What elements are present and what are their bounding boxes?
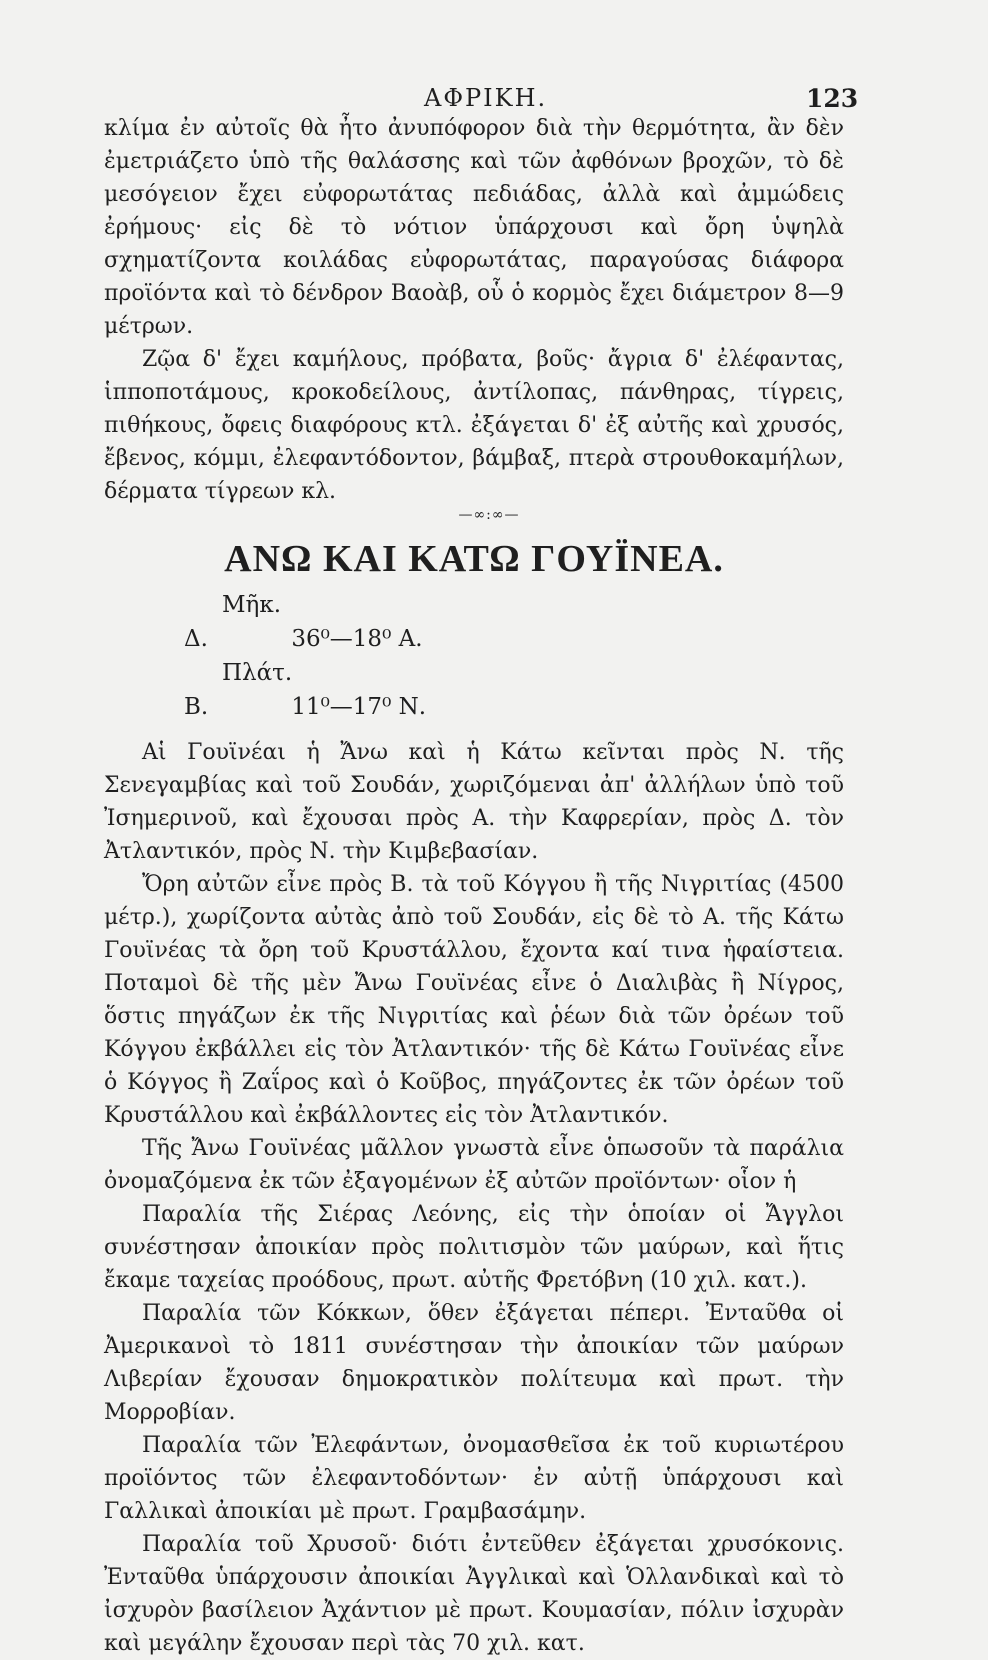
paragraph: Παραλία τῶν Ἐλεφάντων, ὀνομασθεῖσα ἐκ τοῦ κυριωτέρου προϊόντος τῶν ἐλεφαντοδόντων· ἐν αὐτῇ ὑπάρχουσι καὶ Γαλλικαὶ ἀποικίαι μὲ πρωτ. Γραμβασάμην. — [104, 1433, 844, 1524]
paragraph: Ζῷα δ' ἔχει καμήλους, πρόβατα, βοῦς· ἄγρια δ' ἐλέφαντας, ἱπποποτάμους, κροκοδείλους, ἀντίλοπας, πάνθηρας, τίγρεις, πιθήκους, ὄφεις διαφόρους κτλ. ἐξάγεται δ' ἐξ αὐτῆς καὶ χρυσός, ἔβενος, κόμμι, ἐλεφαντόδοντον, βάμβαξ, πτερὰ στρουθοκαμήλων, δέρματα τίγρεων κλ. — [104, 347, 844, 504]
latitude-label: Πλάτ. Β. — [184, 660, 293, 720]
section-heading: ΑΝΩ ΚΑΙ ΚΑΤΩ ΓΟΥΪΝΕΑ. — [224, 538, 724, 580]
longitude-label: Μῆκ. Δ. — [184, 592, 282, 652]
spacer — [104, 724, 844, 736]
longitude-line — [104, 588, 844, 656]
longitude-value: 36⁰—18⁰ Α. — [291, 626, 423, 652]
paragraph: κλίμα ἐν αὐτοῖς θὰ ἦτο ἀνυπόφορον διὰ τὴν θερμότητα, ἂν δὲν ἐμετριάζετο ὑπὸ τῆς θαλάσσης καὶ τῶν ἀφθόνων βροχῶν, τὸ δὲ μεσόγειον ἔχει εὐφορωτάτας πεδιάδας, ἀλλὰ καὶ ἀμμώδεις ἐρήμους· εἰς δὲ τὸ νότιον ὑπάρχουσι καὶ ὄρη ὑψηλὰ σχηματίζοντα κοιλάδας εὐφορωτάτας, παραγούσας διάφορα προϊόντα καὶ τὸ δένδρον Βαοὰβ, οὗ ὁ κορμὸς ἔχει διάμετρον 8—9 μέτρων. — [104, 116, 844, 339]
paragraph: Παραλία τῆς Σιέρας Λεόνης, εἰς τὴν ὁποίαν οἱ Ἄγγλοι συνέστησαν ἀποικίαν πρὸς πολιτισμὸν τῶν μαύρων, καὶ ἥτις ἔκαμε ταχείας προόδους, πρωτ. αὐτῆς Φρετόβνη (10 χιλ. κατ.). — [104, 1202, 844, 1293]
paragraph: Παραλία τοῦ Χρυσοῦ· διότι ἐντεῦθεν ἐξάγεται χρυσόκονις. Ἐνταῦθα ὑπάρχουσιν ἀποικίαι Ἀγγλικαὶ καὶ Ὁλλανδικαὶ καὶ τὸ ἰσχυρὸν βασίλειον Ἀχάντιον μὲ πρωτ. Κουμασίαν, πόλιν ἰσχυρὰν καὶ μεγάλην ἔχουσαν περὶ τὰς 70 χιλ. κατ. — [104, 1532, 844, 1656]
paragraph: Τῆς Ἄνω Γουϊνέας μᾶλλον γνωστὰ εἶνε ὁπωσοῦν τὰ παράλια ὀνομαζόμενα ἐκ τῶν ἐξαγομένων ἐξ αὐτῶν προϊόντων· οἷον ἡ — [104, 1136, 844, 1194]
page-header — [0, 84, 988, 114]
paragraph: Αἱ Γουϊνέαι ἡ Ἄνω καὶ ἡ Κάτω κεῖνται πρὸς Ν. τῆς Σενεγαμβίας καὶ τοῦ Σουδάν, χωριζόμεναι ἀπ' ἀλλήλων ὑπὸ τοῦ Ἰσημερινοῦ, καὶ ἔχουσαι πρὸς Α. τὴν Καφρερίαν, πρὸς Δ. τὸν Ἀτλαντικόν, πρὸς Ν. τὴν Κιμβεβασίαν. — [104, 740, 844, 864]
latitude-line — [104, 656, 844, 724]
page-body — [104, 112, 844, 1660]
running-title: ΑΦΡΙΚΗ. — [424, 84, 548, 112]
paragraph: Παραλία τῶν Κόκκων, ὅθεν ἐξάγεται πέπερι. Ἐνταῦθα οἱ Ἀμερικανοὶ τὸ 1811 συνέστησαν τὴν ἀποικίαν τῶν μαύρων Λιβερίαν ἔχουσαν δημοκρατικὸν πολίτευμα καὶ πρωτ. τὴν Μορροβίαν. — [104, 1301, 844, 1425]
latitude-value: 11⁰—17⁰ Ν. — [291, 694, 427, 720]
paragraph: Ὄρη αὐτῶν εἶνε πρὸς Β. τὰ τοῦ Κόγγου ἢ τῆς Νιγριτίας (4500 μέτρ.), χωρίζοντα αὐτὰς ἀπὸ τοῦ Σουδάν, εἰς δὲ τὸ Α. τῆς Κάτω Γουϊνέας τὰ ὄρη τοῦ Κρυστάλλου, ἔχοντα καί τινα ἡφαίστεια. Ποταμοὶ δὲ τῆς μὲν Ἄνω Γουϊνέας εἶνε ὁ Διαλιβὰς ἢ Νίγρος, ὅστις πηγάζων ἐκ τῆς Νιγριτίας καὶ ῥέων διὰ τῶν ὀρέων τοῦ Κόγγου ἐκβάλλει εἰς τὸν Ἀτλαντικόν· τῆς δὲ Κάτω Γουϊνέας εἶνε ὁ Κόγγος ἢ Ζαΐρος καὶ ὁ Κοῦβος, πηγάζοντες ἐκ τῶν ὀρέων τοῦ Κρυστάλλου καὶ ἐκβάλλοντες εἰς τὸν Ἀτλαντικόν. — [104, 872, 844, 1128]
separator-ornament: —∞:∞— — [458, 507, 520, 523]
page-number: 123 — [806, 84, 859, 113]
